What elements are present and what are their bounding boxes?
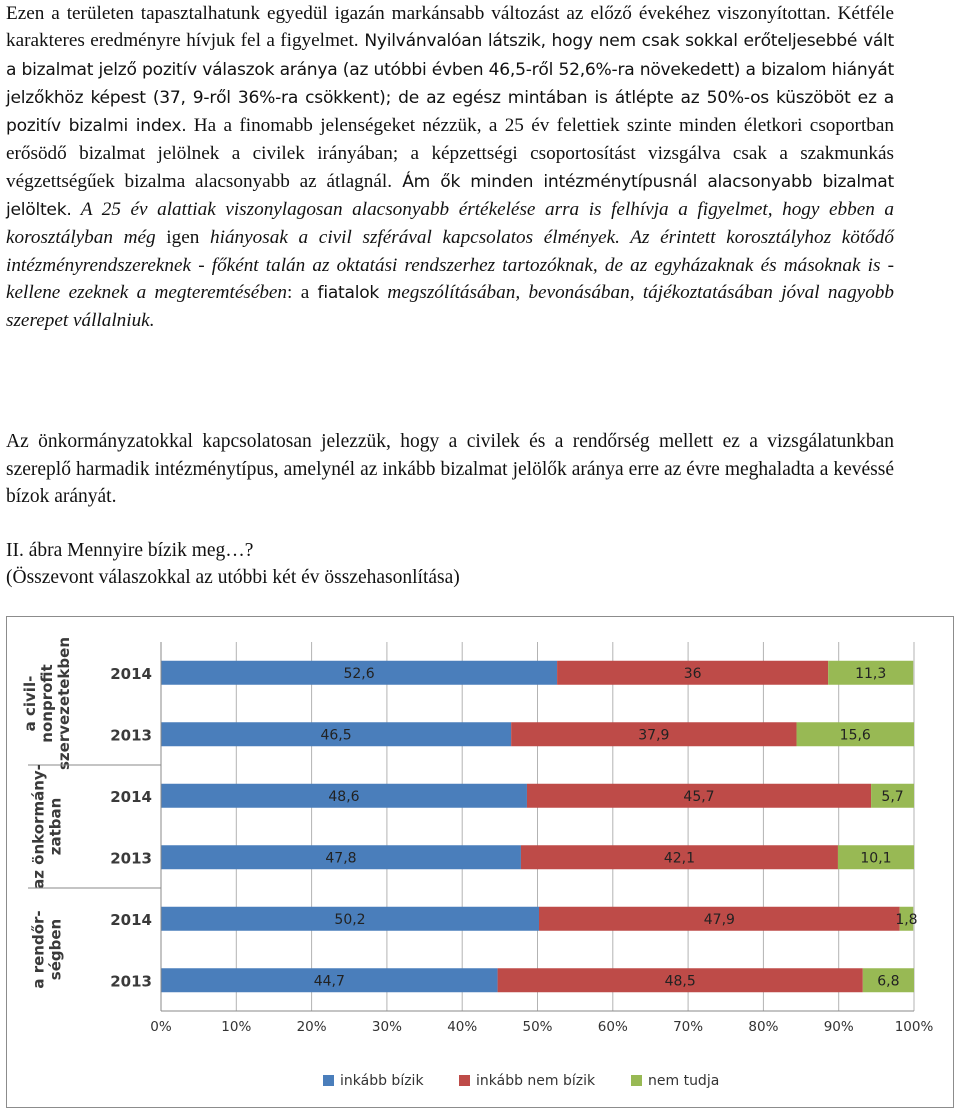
data-label: 5,7 bbox=[881, 788, 904, 805]
text-run: Nyilvánvalóan látszik, hogy nem csak sokkal erőteljesebbé vált a bizalmat jelző pozitív válaszok aránya (az utóbbi évben 46,5-ről 52,6%-ra növekedett) a bizalom hiányát jelzőkhöz képest (37, 9-ről 36%-ra csökkent); de az egész mintában is átlépte az 50%-os küszöböt ez a pozitív bizalmi index. bbox=[6, 31, 895, 137]
data-label: 47,8 bbox=[325, 850, 357, 867]
year-tick-label: 2014 bbox=[110, 910, 152, 929]
legend-swatch bbox=[631, 1075, 642, 1086]
x-tick-label: 50% bbox=[522, 1019, 553, 1035]
year-tick-label: 2013 bbox=[110, 849, 152, 868]
group-label: zatban bbox=[46, 797, 65, 856]
data-label: 46,5 bbox=[320, 727, 352, 744]
data-label: 48,5 bbox=[664, 973, 696, 990]
group-label: a rendőr- bbox=[29, 910, 48, 989]
stacked-bar-chart bbox=[6, 616, 954, 1108]
text-run-italic: A 25 év alattiak viszonylagosan alacsonyabb értékelése arra is felhívja a figyelmet, hogy ebben a korosztályban még bbox=[6, 199, 894, 249]
text-run: Ezen a területen tapasztalhatunk egyedül igazán markánsabb változást az előző évekéhez viszonyítottan. Kétféle karakteres eredményre hívjuk fel a figyelmet. bbox=[6, 3, 894, 52]
x-tick-label: 40% bbox=[447, 1019, 478, 1035]
x-tick-label: 100% bbox=[894, 1019, 934, 1035]
legend-swatch bbox=[323, 1075, 334, 1086]
data-label: 11,3 bbox=[855, 665, 887, 682]
text-run: Ám ők minden intézménytípusnál alacsonyabb bizalmat jelöltek. bbox=[6, 171, 894, 221]
group-label: nonprofit bbox=[38, 664, 56, 743]
figure-title: II. ábra Mennyire bízik meg…? bbox=[6, 540, 254, 561]
text-run-italic: megszólításában, bevonásában, tájékoztatásában jóval nagyobb szerepet vállalniuk. bbox=[6, 281, 894, 332]
text-run-italic: hiányosak a civil szférával kapcsolatos élmények. bbox=[210, 227, 620, 249]
group-label: szervezetekben bbox=[55, 637, 73, 770]
year-tick-label: 2013 bbox=[110, 726, 152, 745]
legend-label: inkább nem bízik bbox=[476, 1073, 596, 1089]
data-label: 44,7 bbox=[313, 973, 345, 990]
body-paragraph-2: Az önkormányzatokkal kapcsolatosan jelezzük, hogy a civilek és a rendőrség mellett ez a vizsgálatunkban szereplő harmadik intézménytípus, amelynél az inkább bizalmat jelölők aránya erre az évre meghaladta a kevéssé bízok arányát. bbox=[6, 431, 894, 507]
data-label: 36 bbox=[683, 665, 702, 682]
legend-label: inkább bízik bbox=[340, 1073, 424, 1089]
x-tick-label: 70% bbox=[673, 1019, 704, 1035]
text-run-italic: Az érintett korosztályhoz kötődő intézményrendszereknek - főként talán az oktatási rendszerhez tartozóknak, de az egyházaknak és másoknak is - kellene ezeknek a megteremtésében bbox=[6, 227, 894, 303]
data-label: 47,9 bbox=[703, 911, 735, 928]
x-tick-label: 20% bbox=[296, 1019, 327, 1035]
legend-swatch bbox=[459, 1075, 470, 1086]
data-label: 48,6 bbox=[328, 788, 360, 805]
group-label: ségben bbox=[46, 918, 65, 981]
year-tick-label: 2014 bbox=[110, 664, 152, 683]
figure-subtitle: (Összevont válaszokkal az utóbbi két év összehasonlítása) bbox=[6, 567, 460, 588]
text-run: igen bbox=[155, 227, 211, 249]
data-label: 50,2 bbox=[334, 911, 366, 928]
group-label: az önkormány- bbox=[29, 764, 48, 889]
text-run: fiatalok bbox=[317, 282, 380, 303]
x-tick-label: 80% bbox=[748, 1019, 779, 1035]
data-label: 52,6 bbox=[343, 665, 375, 682]
x-tick-label: 30% bbox=[371, 1019, 402, 1035]
text-run: Ha a finomabb jelenségeket nézzük, a 25 év felettiek szinte minden életkori csoportban erősödő bizalmat jelölnek a civilek irányában; a képzettségi csoportosítást vizsgálva csak a szakmunkás végzettségűek bizalma alacsonyabb az átlagnál. bbox=[6, 115, 894, 192]
body-paragraph-1 bbox=[6, 0, 894, 335]
data-label: 45,7 bbox=[683, 788, 715, 805]
year-tick-label: 2014 bbox=[110, 787, 152, 806]
data-label: 42,1 bbox=[663, 850, 696, 867]
year-tick-label: 2013 bbox=[110, 972, 152, 991]
data-label: 10,1 bbox=[860, 850, 892, 867]
data-label: 1,8 bbox=[895, 911, 918, 928]
x-tick-label: 10% bbox=[221, 1019, 252, 1035]
data-label: 37,9 bbox=[638, 727, 670, 744]
legend-label: nem tudja bbox=[648, 1073, 720, 1089]
group-label: a civil- bbox=[21, 675, 39, 732]
data-label: 15,6 bbox=[839, 727, 871, 744]
x-tick-label: 0% bbox=[150, 1019, 172, 1035]
figure-caption bbox=[6, 537, 894, 591]
data-label: 6,8 bbox=[877, 973, 900, 990]
x-tick-label: 90% bbox=[823, 1019, 854, 1035]
x-tick-label: 60% bbox=[597, 1019, 628, 1035]
text-run: : a bbox=[287, 281, 318, 303]
